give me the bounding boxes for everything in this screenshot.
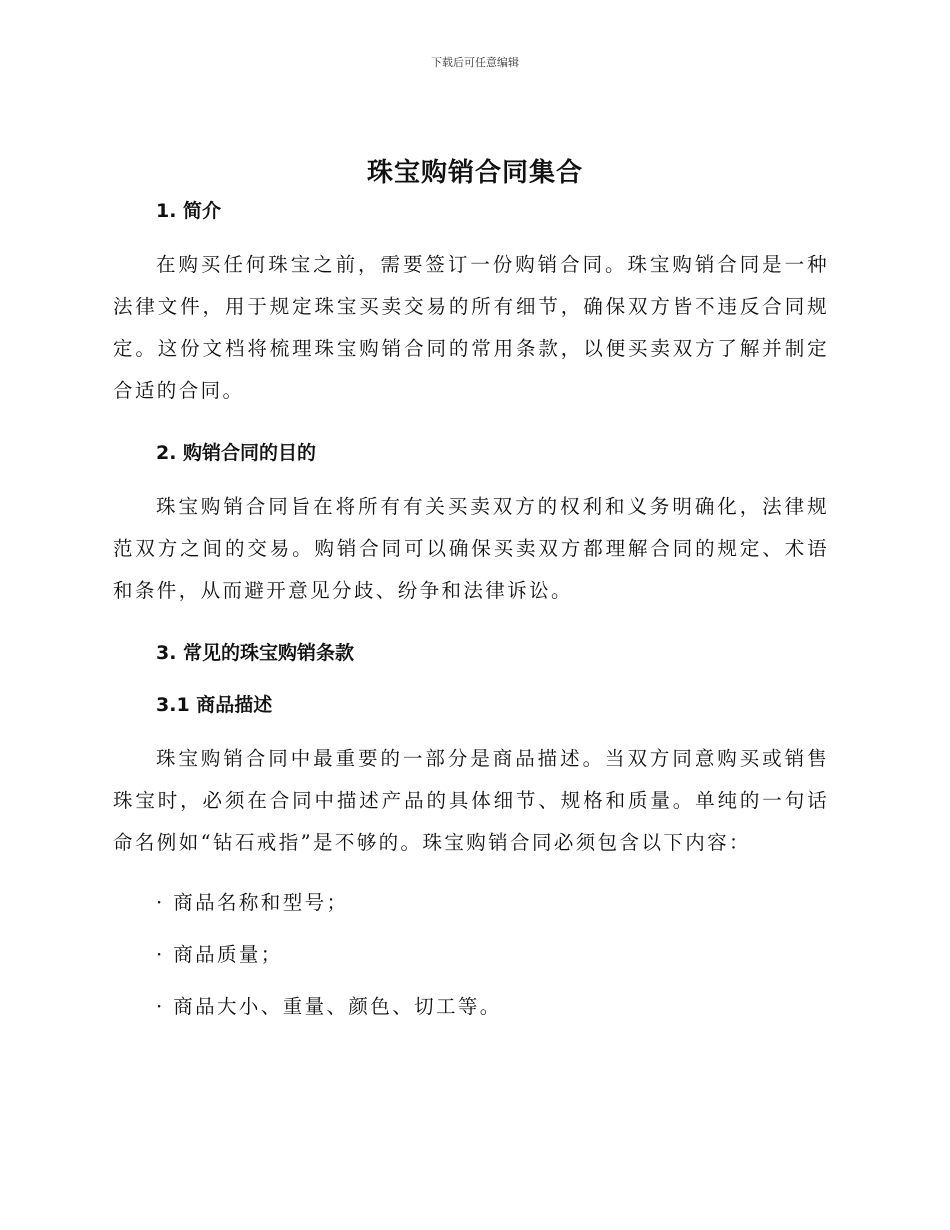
section-heading-purpose: 2. 购销合同的目的: [156, 442, 317, 464]
list-item: · 商品名称和型号；: [156, 891, 349, 914]
section-heading-common-terms: 3. 常见的珠宝购销条款: [156, 642, 355, 664]
section-paragraph-purpose: 珠宝购销合同旨在将所有有关买卖双方的权利和义务明确化，法律规范双方之间的交易。购销合同可以确保买卖双方都理解合同的规定、术语和条件，从而避开意见分歧、纷争和法律诉讼。: [113, 495, 829, 602]
document-title: 珠宝购销合同集合: [366, 158, 583, 188]
section-heading-product-description: 3.1 商品描述: [156, 694, 273, 716]
section-heading-intro: 1. 简介: [156, 200, 222, 222]
document-body: [113, 196, 829, 1022]
section-paragraph-product-description: 珠宝购销合同中最重要的一部分是商品描述。当双方同意购买或销售珠宝时，必须在合同中描述产品的具体细节、规格和质量。单纯的一句话命名例如“钻石戒指”是不够的。珠宝购销合同必须包含以下内容：: [113, 747, 829, 854]
list-item: · 商品质量；: [156, 943, 283, 966]
list-item: · 商品大小、重量、颜色、切工等。: [156, 995, 502, 1018]
section-paragraph-intro: 在购买任何珠宝之前，需要签订一份购销合同。珠宝购销合同是一种法律文件，用于规定珠宝买卖交易的所有细节，确保双方皆不违反合同规定。这份文档将梳理珠宝购销合同的常用条款，以便买卖双方了解并制定合适的合同。: [113, 253, 829, 402]
header-note: 下载后可任意编辑: [431, 56, 519, 69]
